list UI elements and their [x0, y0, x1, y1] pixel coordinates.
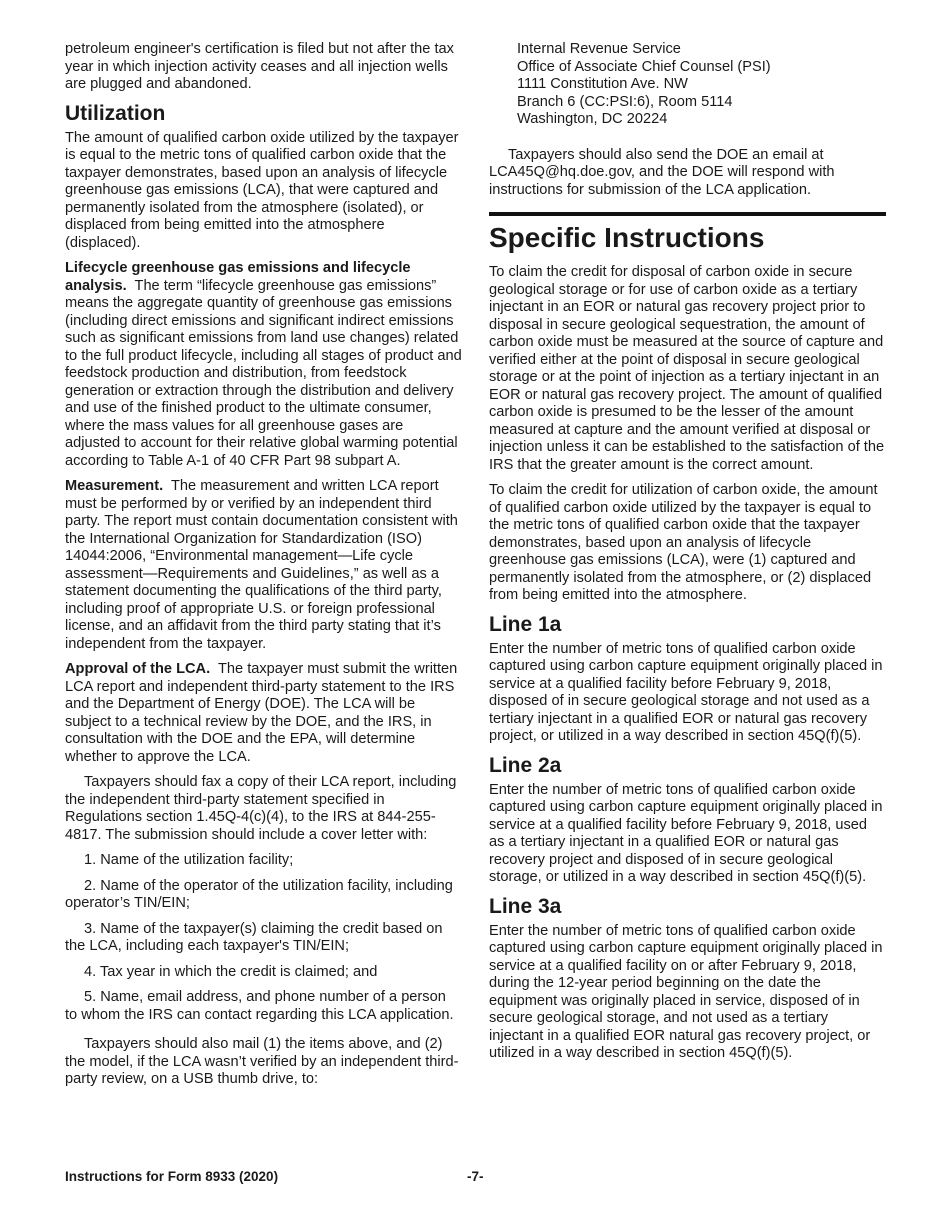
list-item: 5. Name, email address, and phone number of a person to whom the IRS can contact regarding this LCA application. — [65, 989, 454, 1023]
list-item: 2. Name of the operator of the utilization facility, including operator’s TIN/EIN; — [65, 877, 453, 911]
lifecycle-text: The term “lifecycle greenhouse gas emissions” means the aggregate quantity of greenhouse gas emissions (including direct emissions and significant indirect emissions such as significant emissions from land use changes) related to the full product lifecycle, including all stages of product and feedstock production and distribution, from feedstock generation or extraction through the distribution and delivery and use of the finished product to the ultimate consumer, where the mass values for all greenhouse gases are adjusted to account for their relative global warming potential according to Table A-1 of 40 CFR Part 98 subpart A. — [65, 277, 462, 469]
left-column — [65, 41, 462, 1097]
list-item: 4. Tax year in which the credit is claimed; and — [84, 963, 378, 980]
line-2a-heading: Line 2a — [489, 753, 562, 777]
section-divider — [489, 212, 886, 216]
measurement-text: The measurement and written LCA report must be performed by or verified by an independent third party. The report must contain documentation consistent with the International Organization for Standardization (ISO) 14044:2006, “Environmental management—Life cycle assessment—Requirements and Guidelines,” as well as a statement documenting the qualifications of the third party, including proof of appropriate U.S. or foreign professional license, and an affidavit from the third party stating that it’s independent from the taxpayer. — [65, 478, 458, 652]
form-title: Instructions for Form 8933 (2020) — [65, 1169, 279, 1184]
list-item: 1. Name of the utilization facility; — [84, 852, 294, 868]
specific-paragraph-2: To claim the credit for utilization of carbon oxide, the amount of qualified carbon oxide utilized by the taxpayer is equal to the metric tons of qualified carbon oxide that the taxpayer demonstrates, based upon an analysis of lifecycle greenhouse gas emissions (LCA), were (1) captured and permanently isolated from the atmosphere, or (2) displaced from being emitted into the atmosphere. — [489, 482, 878, 603]
line-3a-paragraph: Enter the number of metric tons of qualified carbon oxide captured using carbon capture equipment originally placed in service at a qualified facility on or after February 9, 2018, during the 12-year period beginning on the date the equipment was originally placed in service, disposed of in secure geological storage, and not used as a tertiary injectant in a qualified EOR natural gas recovery project, or utilized in a way described in section 45Q(f)(5). — [489, 922, 883, 1061]
address-line: Washington, DC 20224 — [517, 111, 668, 127]
email-paragraph: Taxpayers should also send the DOE an email at LCA45Q@hq.doe.gov, and the DOE will respond with instructions for submission of the LCA application. — [489, 146, 835, 198]
right-column — [489, 41, 886, 1071]
lifecycle-run-in-heading: Lifecycle greenhouse gas emissions and lifecycle analysis. — [65, 260, 411, 294]
measurement-paragraph — [65, 478, 462, 653]
utilization-heading: Utilization — [65, 101, 166, 125]
specific-instructions-heading: Specific Instructions — [489, 222, 765, 253]
lifecycle-paragraph — [65, 260, 462, 470]
page-number: -7- — [467, 1169, 484, 1184]
specific-paragraph-1: To claim the credit for disposal of carbon oxide in secure geological storage or for use of carbon oxide as a tertiary injectant in an EOR or natural gas recovery project prior to disposal in secure geological sequestration, the amount of carbon oxide must be measured at the source of capture and verified either at the point of disposal in secure geological storage or at the point of injection as a tertiary injectant in an EOR or natural gas recovery project. The amount of qualified carbon oxide is presumed to be the lesser of the amount measured at capture and the amount verified at disposal or injection unless it can be established to the satisfaction of the IRS that the greater amount is the correct amount. — [489, 264, 885, 473]
intro-paragraph: petroleum engineer's certification is filed but not after the tax year in which injection activity ceases and all injection wells are plugged and abandoned. — [65, 41, 454, 92]
line-3a-heading: Line 3a — [489, 894, 562, 918]
approval-run-in-heading: Approval of the LCA. — [65, 661, 211, 677]
address-line: Branch 6 (CC:PSI:6), Room 5114 — [517, 93, 733, 110]
mail-paragraph: Taxpayers should also mail (1) the items above, and (2) the model, if the LCA wasn’t verified by an independent third-party review, on a USB thumb drive, to: — [65, 1036, 459, 1087]
irs-address — [489, 41, 886, 129]
list-item: 3. Name of the taxpayer(s) claiming the credit based on the LCA, including each taxpayer's TIN/EIN; — [65, 920, 443, 954]
page-footer — [65, 1169, 886, 1184]
line-2a-paragraph: Enter the number of metric tons of qualified carbon oxide captured using carbon capture equipment originally placed in service at a qualified facility before February 9, 2018, used as a tertiary injectant in a qualified EOR or natural gas recovery project and disposed of in secure geological storage, or utilized in a way described in section 45Q(f)(5). — [489, 781, 883, 885]
approval-text: The taxpayer must submit the written LCA report and independent third-party statement to the IRS and the Department of Energy (DOE). The LCA will be subject to a technical review by the DOE, and the IRS, in consultation with the DOE and the EPA, will determine whether to approve the LCA. — [65, 661, 458, 765]
measurement-run-in-heading: Measurement. — [65, 478, 164, 494]
line-1a-heading: Line 1a — [489, 612, 562, 636]
address-line: Internal Revenue Service — [517, 41, 681, 57]
line-1a-paragraph: Enter the number of metric tons of qualified carbon oxide captured using carbon capture equipment originally placed in service at a qualified facility before February 9, 2018, disposed of in secure geological storage and not used as a tertiary injectant in a qualified EOR or natural gas recovery project, or utilized in a way described in section 45Q(f)(5). — [489, 640, 883, 744]
address-line: 1111 Constitution Ave. NW — [517, 76, 688, 92]
approval-paragraph — [65, 661, 462, 766]
fax-paragraph: Taxpayers should fax a copy of their LCA report, including the independent third-party statement specified in Regulations section 1.45Q-4(c)(4), to the IRS at 844-255-4817. The submission should include a cover letter with: — [65, 774, 457, 843]
utilization-paragraph: The amount of qualified carbon oxide utilized by the taxpayer is equal to the metric tons of qualified carbon oxide that the taxpayer demonstrates, based upon an analysis of lifecycle greenhouse gas emissions (LCA), that were captured and permanently isolated from the atmosphere (isolated), or displaced from being emitted into the atmosphere (displaced). — [65, 129, 459, 251]
address-line: Office of Associate Chief Counsel (PSI) — [517, 58, 771, 75]
